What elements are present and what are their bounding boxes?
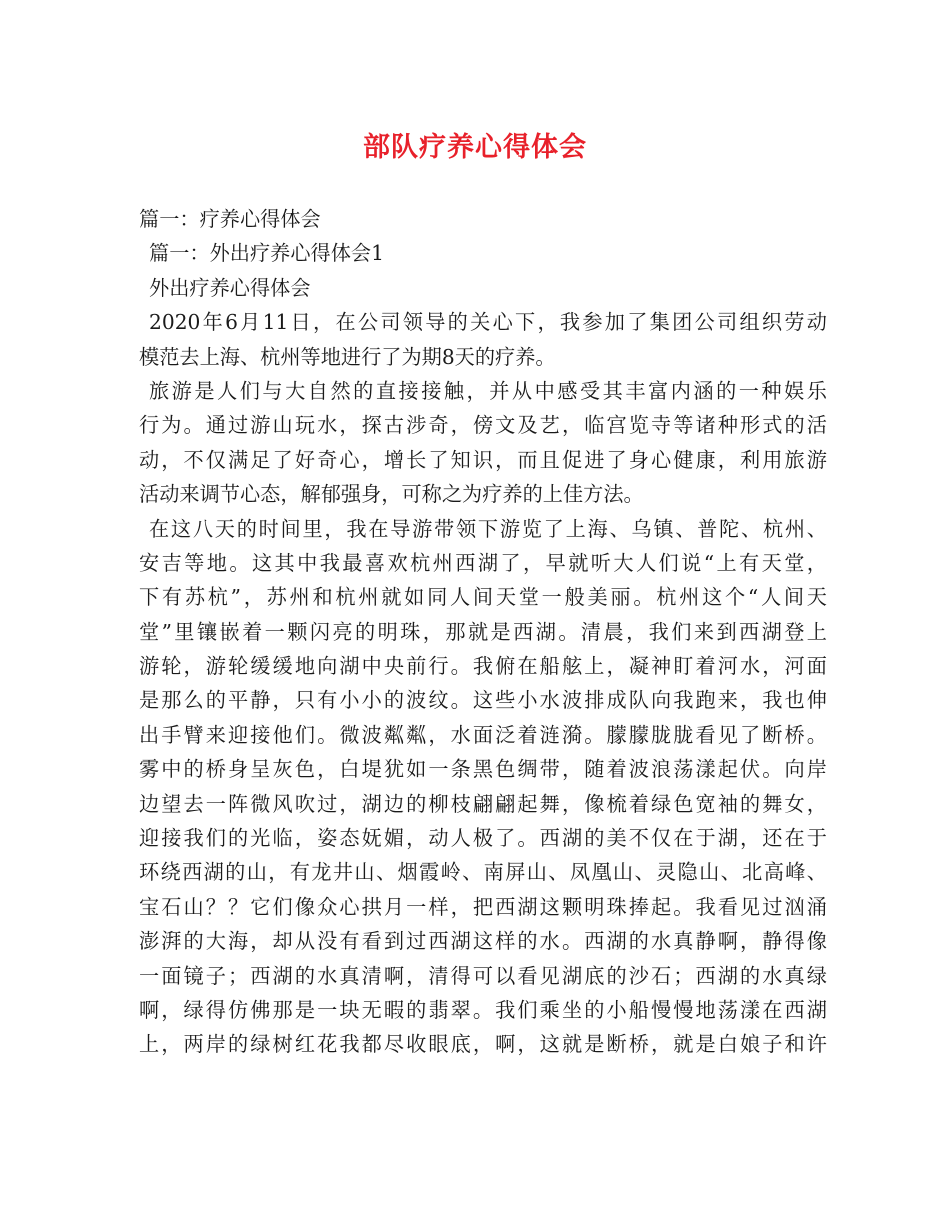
text-line: 下有苏杭”，苏州和杭州就如同人间天堂一般美丽。杭州这个“人间天 — [139, 585, 827, 610]
document-title: 部队疗养心得体会 — [363, 132, 587, 163]
text-line: 旅游是人们与大自然的直接接触，并从中感受其丰富内涵的一种娱乐 — [149, 378, 827, 403]
text-line: 啊，绿得仿佛那是一块无暇的翡翠。我们乘坐的小船慢慢地荡漾在西湖 — [139, 997, 827, 1022]
text-line: 游轮，游轮缓缓地向湖中央前行。我俯在船舷上，凝神盯着河水，河面 — [139, 654, 827, 679]
text-line: 雾中的桥身呈灰色，白堤犹如一条黑色绸带，随着波浪荡漾起伏。向岸 — [139, 757, 827, 782]
text-line: 环绕西湖的山，有龙井山、烟霞岭、南屏山、凤凰山、灵隐山、北高峰、 — [139, 860, 827, 885]
text-line: 2020年6月11日，在公司领导的关心下，我参加了集团公司组织劳动 — [149, 310, 827, 335]
text-line: 出手臂来迎接他们。微波粼粼，水面泛着涟漪。朦朦胧胧看见了断桥。 — [139, 722, 827, 747]
text-line: 模范去上海、杭州等地进行了为期8天的疗养。 — [139, 344, 556, 369]
document-body — [139, 202, 827, 1062]
text-line: 是那么的平静，只有小小的波纹。这些小水波排成队向我跑来，我也伸 — [139, 688, 827, 713]
text-line: 澎湃的大海，却从没有看到过西湖这样的水。西湖的水真静啊，静得像 — [139, 929, 827, 954]
text-line: 边望去一阵微风吹过，湖边的柳枝翩翩起舞，像梳着绿色宽袖的舞女， — [139, 791, 827, 816]
text-line: 行为。通过游山玩水，探古涉奇，傍文及艺，临宫览寺等诸种形式的活 — [139, 413, 827, 438]
text-line: 安吉等地。这其中我最喜欢杭州西湖了，早就听大人们说“上有天堂， — [139, 550, 827, 575]
text-line: 篇一：外出疗养心得体会1 — [149, 241, 384, 266]
text-line: 一面镜子；西湖的水真清啊，清得可以看见湖底的沙石；西湖的水真绿 — [139, 963, 827, 988]
text-line: 迎接我们的光临，姿态妩媚，动人极了。西湖的美不仅在于湖，还在于 — [139, 826, 827, 851]
text-line: 在这八天的时间里，我在导游带领下游览了上海、乌镇、普陀、杭州、 — [149, 516, 827, 541]
text-line: 堂”里镶嵌着一颗闪亮的明珠，那就是西湖。清晨，我们来到西湖登上 — [139, 619, 827, 644]
text-line: 上，两岸的绿树红花我都尽收眼底，啊，这就是断桥，就是白娘子和许 — [139, 1032, 827, 1057]
text-line: 篇一：疗养心得体会 — [139, 207, 321, 231]
text-line: 宝石山？？它们像众心拱月一样，把西湖这颗明珠捧起。我看见过汹涌 — [139, 894, 827, 919]
text-line: 动，不仅满足了好奇心，增长了知识，而且促进了身心健康，利用旅游 — [139, 447, 827, 472]
text-line: 活动来调节心态，解郁强身，可称之为疗养的上佳方法。 — [139, 482, 644, 507]
text-line: 外出疗养心得体会 — [149, 275, 311, 300]
